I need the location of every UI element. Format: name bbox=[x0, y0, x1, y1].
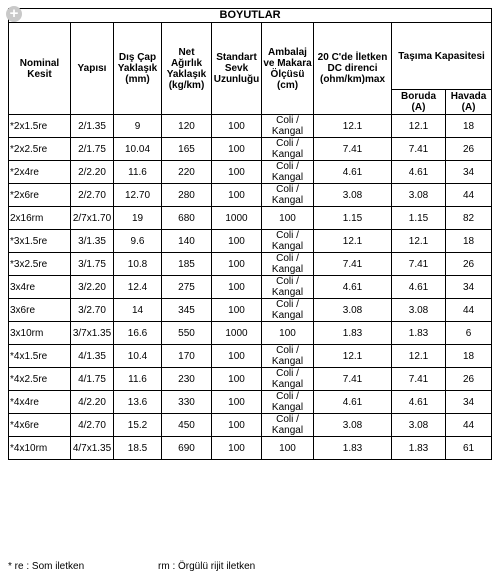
cell-yapisi: 2/1.75 bbox=[71, 138, 114, 161]
cell-ambalaj: 100 bbox=[262, 437, 314, 460]
cell-net-agirlik: 345 bbox=[162, 299, 212, 322]
cell-boruda: 7.41 bbox=[392, 138, 446, 161]
cell-standart-sevk: 100 bbox=[212, 253, 262, 276]
cell-net-agirlik: 220 bbox=[162, 161, 212, 184]
cell-boruda: 7.41 bbox=[392, 253, 446, 276]
cell-direnc: 1.83 bbox=[314, 322, 392, 345]
cell-net-agirlik: 185 bbox=[162, 253, 212, 276]
cell-dis-cap: 11.6 bbox=[114, 368, 162, 391]
cell-direnc: 4.61 bbox=[314, 276, 392, 299]
cell-dis-cap: 12.4 bbox=[114, 276, 162, 299]
cell-direnc: 12.1 bbox=[314, 230, 392, 253]
cell-standart-sevk: 1000 bbox=[212, 322, 262, 345]
cell-net-agirlik: 230 bbox=[162, 368, 212, 391]
cell-standart-sevk: 100 bbox=[212, 276, 262, 299]
cell-havada: 34 bbox=[446, 391, 492, 414]
cell-ambalaj: 100 bbox=[262, 207, 314, 230]
cell-net-agirlik: 550 bbox=[162, 322, 212, 345]
cell-havada: 26 bbox=[446, 138, 492, 161]
header-tasima-kapasitesi: Taşıma Kapasitesi bbox=[392, 23, 492, 90]
cell-nominal-kesit: 3x10rm bbox=[9, 322, 71, 345]
cell-net-agirlik: 275 bbox=[162, 276, 212, 299]
footnote-som-iletken: * re : Som iletken bbox=[8, 561, 85, 572]
cell-havada: 18 bbox=[446, 115, 492, 138]
cell-yapisi: 4/1.75 bbox=[71, 368, 114, 391]
cell-dis-cap: 19 bbox=[114, 207, 162, 230]
cell-direnc: 12.1 bbox=[314, 345, 392, 368]
cell-yapisi: 2/2.20 bbox=[71, 161, 114, 184]
header-direnc: 20 C'de İletken DC direnci (ohm/km)max bbox=[314, 23, 392, 115]
cell-standart-sevk: 100 bbox=[212, 138, 262, 161]
cell-dis-cap: 16.6 bbox=[114, 322, 162, 345]
cell-boruda: 12.1 bbox=[392, 345, 446, 368]
cell-dis-cap: 15.2 bbox=[114, 414, 162, 437]
table-row bbox=[9, 115, 492, 138]
header-net-agirlik: Net Ağırlık Yaklaşık (kg/km) bbox=[162, 23, 212, 115]
cell-direnc: 4.61 bbox=[314, 161, 392, 184]
cell-dis-cap: 10.8 bbox=[114, 253, 162, 276]
table-row bbox=[9, 299, 492, 322]
cell-nominal-kesit: *4x4re bbox=[9, 391, 71, 414]
table-row bbox=[9, 207, 492, 230]
cell-net-agirlik: 140 bbox=[162, 230, 212, 253]
cell-direnc: 3.08 bbox=[314, 299, 392, 322]
cell-standart-sevk: 100 bbox=[212, 391, 262, 414]
cell-net-agirlik: 120 bbox=[162, 115, 212, 138]
cell-havada: 18 bbox=[446, 345, 492, 368]
header-boruda: Boruda (A) bbox=[392, 90, 446, 115]
cell-ambalaj: Coli / Kangal bbox=[262, 253, 314, 276]
cell-ambalaj: 100 bbox=[262, 322, 314, 345]
table-row bbox=[9, 391, 492, 414]
cell-standart-sevk: 100 bbox=[212, 115, 262, 138]
cell-net-agirlik: 280 bbox=[162, 184, 212, 207]
cell-nominal-kesit: *2x2.5re bbox=[9, 138, 71, 161]
cell-yapisi: 3/2.20 bbox=[71, 276, 114, 299]
cell-nominal-kesit: 3x6re bbox=[9, 299, 71, 322]
cell-direnc: 3.08 bbox=[314, 184, 392, 207]
cell-ambalaj: Coli / Kangal bbox=[262, 414, 314, 437]
table-row bbox=[9, 161, 492, 184]
header-havada: Havada (A) bbox=[446, 90, 492, 115]
cell-net-agirlik: 450 bbox=[162, 414, 212, 437]
cell-yapisi: 2/7x1.70 bbox=[71, 207, 114, 230]
cell-nominal-kesit: *4x10rm bbox=[9, 437, 71, 460]
dimensions-table bbox=[8, 8, 492, 460]
cell-boruda: 12.1 bbox=[392, 230, 446, 253]
cell-net-agirlik: 170 bbox=[162, 345, 212, 368]
cell-boruda: 1.15 bbox=[392, 207, 446, 230]
table-row bbox=[9, 276, 492, 299]
table-row bbox=[9, 437, 492, 460]
cell-standart-sevk: 100 bbox=[212, 437, 262, 460]
cell-boruda: 1.83 bbox=[392, 322, 446, 345]
cell-direnc: 4.61 bbox=[314, 391, 392, 414]
cell-net-agirlik: 680 bbox=[162, 207, 212, 230]
cell-yapisi: 3/1.35 bbox=[71, 230, 114, 253]
table-row bbox=[9, 253, 492, 276]
cell-nominal-kesit: *2x6re bbox=[9, 184, 71, 207]
cell-nominal-kesit: *4x6re bbox=[9, 414, 71, 437]
cell-nominal-kesit: *3x2.5re bbox=[9, 253, 71, 276]
cell-nominal-kesit: *2x4re bbox=[9, 161, 71, 184]
header-standart-sevk: Standart Sevk Uzunluğu bbox=[212, 23, 262, 115]
cell-boruda: 12.1 bbox=[392, 115, 446, 138]
cell-havada: 26 bbox=[446, 368, 492, 391]
cell-standart-sevk: 100 bbox=[212, 414, 262, 437]
cell-ambalaj: Coli / Kangal bbox=[262, 230, 314, 253]
cell-havada: 82 bbox=[446, 207, 492, 230]
cell-ambalaj: Coli / Kangal bbox=[262, 391, 314, 414]
cell-ambalaj: Coli / Kangal bbox=[262, 368, 314, 391]
cell-yapisi: 4/2.20 bbox=[71, 391, 114, 414]
cell-havada: 44 bbox=[446, 414, 492, 437]
cell-nominal-kesit: *2x1.5re bbox=[9, 115, 71, 138]
cell-nominal-kesit: *4x1.5re bbox=[9, 345, 71, 368]
cell-yapisi: 2/1.35 bbox=[71, 115, 114, 138]
cell-standart-sevk: 1000 bbox=[212, 207, 262, 230]
cell-yapisi: 3/7x1.35 bbox=[71, 322, 114, 345]
cell-havada: 44 bbox=[446, 184, 492, 207]
cell-boruda: 3.08 bbox=[392, 414, 446, 437]
cell-direnc: 7.41 bbox=[314, 368, 392, 391]
cell-boruda: 4.61 bbox=[392, 161, 446, 184]
cell-dis-cap: 10.4 bbox=[114, 345, 162, 368]
cell-havada: 34 bbox=[446, 276, 492, 299]
cell-yapisi: 2/2.70 bbox=[71, 184, 114, 207]
cell-ambalaj: Coli / Kangal bbox=[262, 345, 314, 368]
cell-nominal-kesit: *4x2.5re bbox=[9, 368, 71, 391]
header-yapisi: Yapısı bbox=[71, 23, 114, 115]
cell-nominal-kesit: 3x4re bbox=[9, 276, 71, 299]
cell-direnc: 12.1 bbox=[314, 115, 392, 138]
header-nominal-kesit: Nominal Kesit bbox=[9, 23, 71, 115]
footnote-orgulu-rijit: rm : Örgülü rijit iletken bbox=[158, 561, 256, 572]
cell-nominal-kesit: *3x1.5re bbox=[9, 230, 71, 253]
cell-havada: 26 bbox=[446, 253, 492, 276]
cell-direnc: 1.15 bbox=[314, 207, 392, 230]
cell-boruda: 4.61 bbox=[392, 276, 446, 299]
cell-ambalaj: Coli / Kangal bbox=[262, 115, 314, 138]
cell-dis-cap: 9.6 bbox=[114, 230, 162, 253]
cell-standart-sevk: 100 bbox=[212, 184, 262, 207]
cell-direnc: 3.08 bbox=[314, 414, 392, 437]
cell-direnc: 1.83 bbox=[314, 437, 392, 460]
plus-circle-icon[interactable]: + bbox=[6, 6, 22, 22]
cell-ambalaj: Coli / Kangal bbox=[262, 161, 314, 184]
cell-yapisi: 3/1.75 bbox=[71, 253, 114, 276]
cell-dis-cap: 11.6 bbox=[114, 161, 162, 184]
header-dis-cap: Dış Çap Yaklaşık (mm) bbox=[114, 23, 162, 115]
cell-standart-sevk: 100 bbox=[212, 299, 262, 322]
cell-ambalaj: Coli / Kangal bbox=[262, 299, 314, 322]
cell-ambalaj: Coli / Kangal bbox=[262, 138, 314, 161]
cell-standart-sevk: 100 bbox=[212, 368, 262, 391]
cell-dis-cap: 10.04 bbox=[114, 138, 162, 161]
cell-yapisi: 4/7x1.35 bbox=[71, 437, 114, 460]
cell-net-agirlik: 690 bbox=[162, 437, 212, 460]
cell-yapisi: 4/2.70 bbox=[71, 414, 114, 437]
cell-ambalaj: Coli / Kangal bbox=[262, 276, 314, 299]
cell-dis-cap: 13.6 bbox=[114, 391, 162, 414]
cell-dis-cap: 12.70 bbox=[114, 184, 162, 207]
cell-boruda: 3.08 bbox=[392, 184, 446, 207]
table-row bbox=[9, 184, 492, 207]
cell-havada: 44 bbox=[446, 299, 492, 322]
cell-net-agirlik: 330 bbox=[162, 391, 212, 414]
cell-standart-sevk: 100 bbox=[212, 161, 262, 184]
cell-havada: 18 bbox=[446, 230, 492, 253]
cell-dis-cap: 9 bbox=[114, 115, 162, 138]
cell-dis-cap: 18.5 bbox=[114, 437, 162, 460]
table-row bbox=[9, 230, 492, 253]
table-row bbox=[9, 345, 492, 368]
cell-direnc: 7.41 bbox=[314, 253, 392, 276]
table-row bbox=[9, 368, 492, 391]
table-row bbox=[9, 414, 492, 437]
cell-boruda: 7.41 bbox=[392, 368, 446, 391]
cell-havada: 6 bbox=[446, 322, 492, 345]
table-title: BOYUTLAR bbox=[9, 9, 492, 23]
cell-boruda: 1.83 bbox=[392, 437, 446, 460]
cell-boruda: 3.08 bbox=[392, 299, 446, 322]
table-row bbox=[9, 322, 492, 345]
cell-boruda: 4.61 bbox=[392, 391, 446, 414]
header-ambalaj: Ambalaj ve Makara Ölçüsü (cm) bbox=[262, 23, 314, 115]
cell-ambalaj: Coli / Kangal bbox=[262, 184, 314, 207]
cell-standart-sevk: 100 bbox=[212, 345, 262, 368]
cell-yapisi: 4/1.35 bbox=[71, 345, 114, 368]
cell-havada: 34 bbox=[446, 161, 492, 184]
cell-net-agirlik: 165 bbox=[162, 138, 212, 161]
cell-standart-sevk: 100 bbox=[212, 230, 262, 253]
table-row bbox=[9, 138, 492, 161]
cell-yapisi: 3/2.70 bbox=[71, 299, 114, 322]
cell-nominal-kesit: 2x16rm bbox=[9, 207, 71, 230]
cell-dis-cap: 14 bbox=[114, 299, 162, 322]
table-body bbox=[9, 115, 492, 460]
cell-havada: 61 bbox=[446, 437, 492, 460]
cell-direnc: 7.41 bbox=[314, 138, 392, 161]
